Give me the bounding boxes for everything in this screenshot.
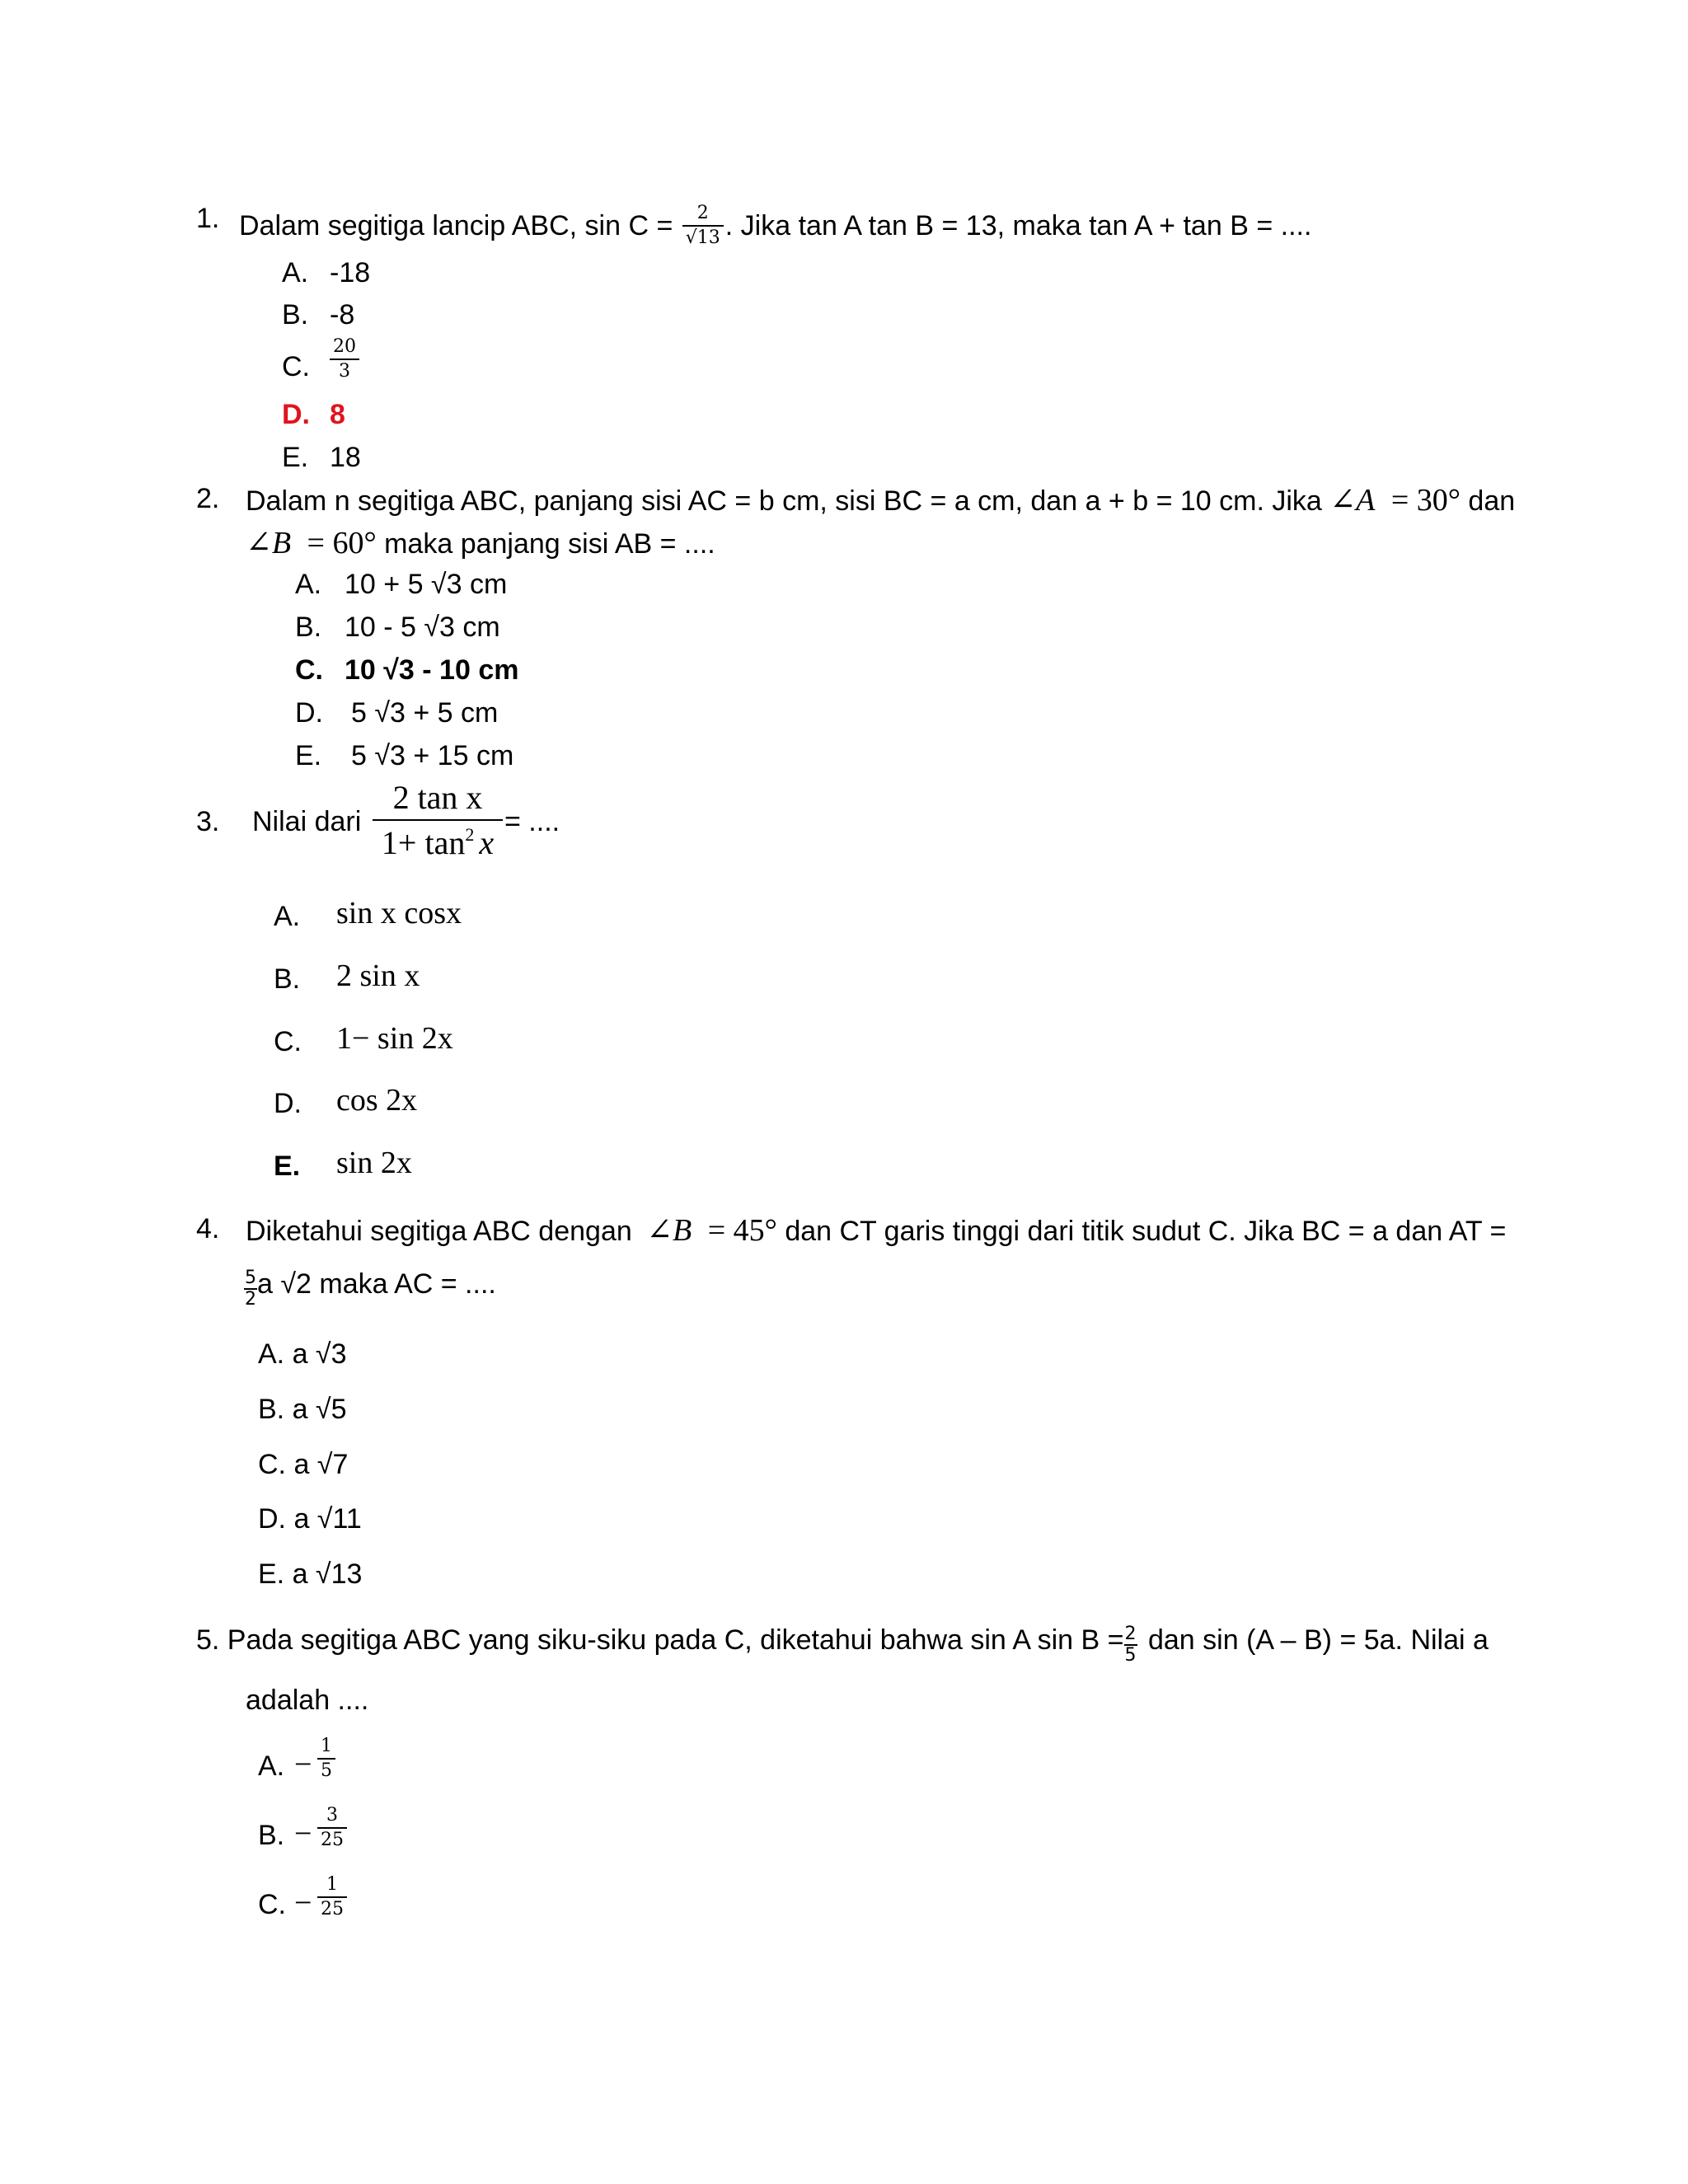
q1-option-a[interactable]	[282, 257, 371, 288]
q5-text-a: 5. Pada segitiga ABC yang siku-siku pada C, diketahui bahwa sin A sin B =	[196, 1624, 1124, 1656]
option-letter: D.	[274, 1088, 302, 1119]
option-letter: C.	[295, 654, 323, 686]
option-letter: D.	[282, 399, 310, 430]
q3-option-a[interactable]	[274, 896, 462, 932]
q3-frac-num	[373, 781, 503, 821]
q1-fraction	[682, 204, 724, 247]
minus-sign: −	[294, 1886, 312, 1920]
option-letter: B.	[295, 612, 322, 643]
q4-text-a: Diketahui segitiga ABC dengan	[246, 1216, 632, 1247]
q2-number: 2.	[196, 483, 220, 514]
option-text: -8	[330, 299, 355, 330]
q2-text-c: maka panjang sisi AB = ....	[384, 528, 715, 560]
q4-number: 4.	[196, 1213, 220, 1244]
q4-frac-num: 5	[245, 1268, 256, 1288]
frac-den: 25	[321, 1830, 344, 1850]
option-expression: sin 2x	[336, 1146, 412, 1180]
q2-text-b: dan	[1468, 485, 1516, 517]
option-letter: E.	[282, 442, 309, 473]
q4-stem-line2	[244, 1269, 496, 1309]
option-text: 5 √3 + 15 cm	[351, 740, 514, 771]
frac-num: 1	[317, 1737, 335, 1760]
q3-option-d[interactable]	[274, 1083, 418, 1119]
option-letter: E.	[274, 1151, 301, 1182]
q4-option-b[interactable]: B. a √5	[258, 1394, 347, 1425]
q1-number: 1.	[196, 203, 220, 234]
q2-stem-line1	[246, 485, 1515, 516]
q2-angle-a-value: = 30°	[1390, 483, 1461, 518]
q3-fraction	[373, 781, 503, 860]
option-fraction	[317, 1737, 335, 1780]
q4-option-a[interactable]: A. a √3	[258, 1338, 347, 1370]
q5-frac-den: 5	[1124, 1645, 1137, 1666]
minus-sign: −	[294, 1747, 312, 1782]
q4-text-b: dan CT garis tinggi dari titik sudut C. Jika BC = a dan AT =	[785, 1216, 1507, 1247]
q4-option-c[interactable]: C. a √7	[258, 1449, 349, 1480]
frac-num: 20	[330, 338, 359, 360]
q3-option-c[interactable]	[274, 1021, 453, 1057]
option-text: 10 - 5 √3 cm	[345, 612, 500, 643]
q3-frac-num-text: 2 tan x	[392, 779, 483, 816]
frac-den: 5	[321, 1760, 332, 1781]
q2-option-a[interactable]	[295, 569, 508, 600]
q5-frac-num: 2	[1124, 1624, 1137, 1644]
q3-text-b: = ....	[504, 806, 560, 837]
option-expression: sin x cosx	[336, 896, 462, 930]
option-expression: cos 2x	[336, 1083, 418, 1118]
q5-fraction	[1124, 1625, 1137, 1665]
option-letter: A.	[258, 1750, 285, 1782]
q5-stem-line2: adalah ....	[246, 1685, 369, 1716]
q2-option-b[interactable]	[295, 612, 500, 643]
q5-stem-line1	[196, 1625, 1489, 1665]
q1-text-a: Dalam segitiga lancip ABC, sin C =	[239, 210, 673, 241]
q4-option-d[interactable]: D. a √11	[258, 1503, 362, 1535]
q3-option-b[interactable]	[274, 958, 420, 995]
q3-option-e-correct[interactable]	[274, 1146, 412, 1182]
q1-stem	[239, 204, 1311, 247]
option-text: 5 √3 + 5 cm	[351, 697, 499, 729]
option-letter: C.	[282, 351, 310, 382]
option-fraction	[317, 1807, 347, 1849]
q1-frac-num: 2	[682, 204, 724, 227]
q1-option-d-correct[interactable]	[282, 399, 345, 430]
option-letter: C.	[258, 1889, 286, 1920]
option-text: -18	[330, 257, 371, 288]
q2-option-d[interactable]	[295, 697, 499, 729]
option-letter: A.	[282, 257, 309, 288]
q4-angle-b: ∠B	[646, 1213, 692, 1248]
q2-angle-a: ∠A	[1329, 483, 1376, 518]
option-letter: B.	[274, 963, 301, 995]
q4-text-c: a √2 maka AC = ....	[257, 1268, 496, 1300]
q2-angle-b: ∠B	[246, 526, 292, 560]
frac-den: 3	[339, 361, 350, 382]
option-text: 10 √3 - 10 cm	[345, 654, 519, 686]
q2-angle-b-value: = 60°	[307, 526, 377, 560]
q3-frac-den	[373, 821, 503, 860]
frac-den: 25	[321, 1899, 344, 1919]
option-letter: A.	[295, 569, 322, 600]
q1-text-b: . Jika tan A tan B = 13, maka tan A + tan B = ....	[724, 210, 1312, 241]
q4-frac-den: 2	[245, 1289, 256, 1310]
q3-frac-den-a: 1+ tan	[381, 824, 466, 861]
option-text: 8	[330, 399, 345, 430]
frac-num: 1	[317, 1876, 347, 1898]
option-letter: A.	[274, 901, 301, 932]
option-letter: E.	[295, 740, 322, 771]
minus-sign: −	[294, 1816, 312, 1851]
option-text: 10 + 5 √3 cm	[345, 569, 508, 600]
option-fraction	[330, 338, 359, 381]
option-letter: B.	[258, 1820, 285, 1851]
q4-stem-line1	[246, 1215, 1506, 1246]
q1-option-e[interactable]	[282, 442, 361, 473]
q3-text-a: Nilai dari	[252, 806, 362, 837]
q3-frac-den-b: x	[479, 824, 495, 861]
q1-frac-den: √13	[685, 227, 720, 248]
q4-fraction	[244, 1269, 257, 1309]
q2-stem-line2	[246, 527, 715, 559]
option-expression: 2 sin x	[336, 958, 420, 993]
option-letter: D.	[295, 697, 323, 729]
q3-frac-den-exp: 2	[465, 824, 475, 845]
option-text: 18	[330, 442, 361, 473]
q5-text-b: dan sin (A – B) = 5a. Nilai a	[1147, 1624, 1489, 1656]
option-fraction	[317, 1876, 347, 1919]
q2-option-e[interactable]	[295, 740, 514, 771]
option-letter: B.	[282, 299, 309, 330]
q2-text-a: Dalam n segitiga ABC, panjang sisi AC = b cm, sisi BC = a cm, dan a + b = 10 cm. Jika	[246, 485, 1322, 517]
q2-option-c-correct[interactable]	[295, 654, 519, 686]
q4-option-e[interactable]: E. a √13	[258, 1558, 363, 1590]
frac-num: 3	[317, 1807, 347, 1829]
q4-angle-b-value: = 45°	[707, 1213, 777, 1248]
q3-number: 3.	[196, 806, 220, 837]
option-expression: 1− sin 2x	[336, 1021, 453, 1056]
q1-option-b[interactable]	[282, 299, 355, 330]
option-letter: C.	[274, 1026, 302, 1057]
